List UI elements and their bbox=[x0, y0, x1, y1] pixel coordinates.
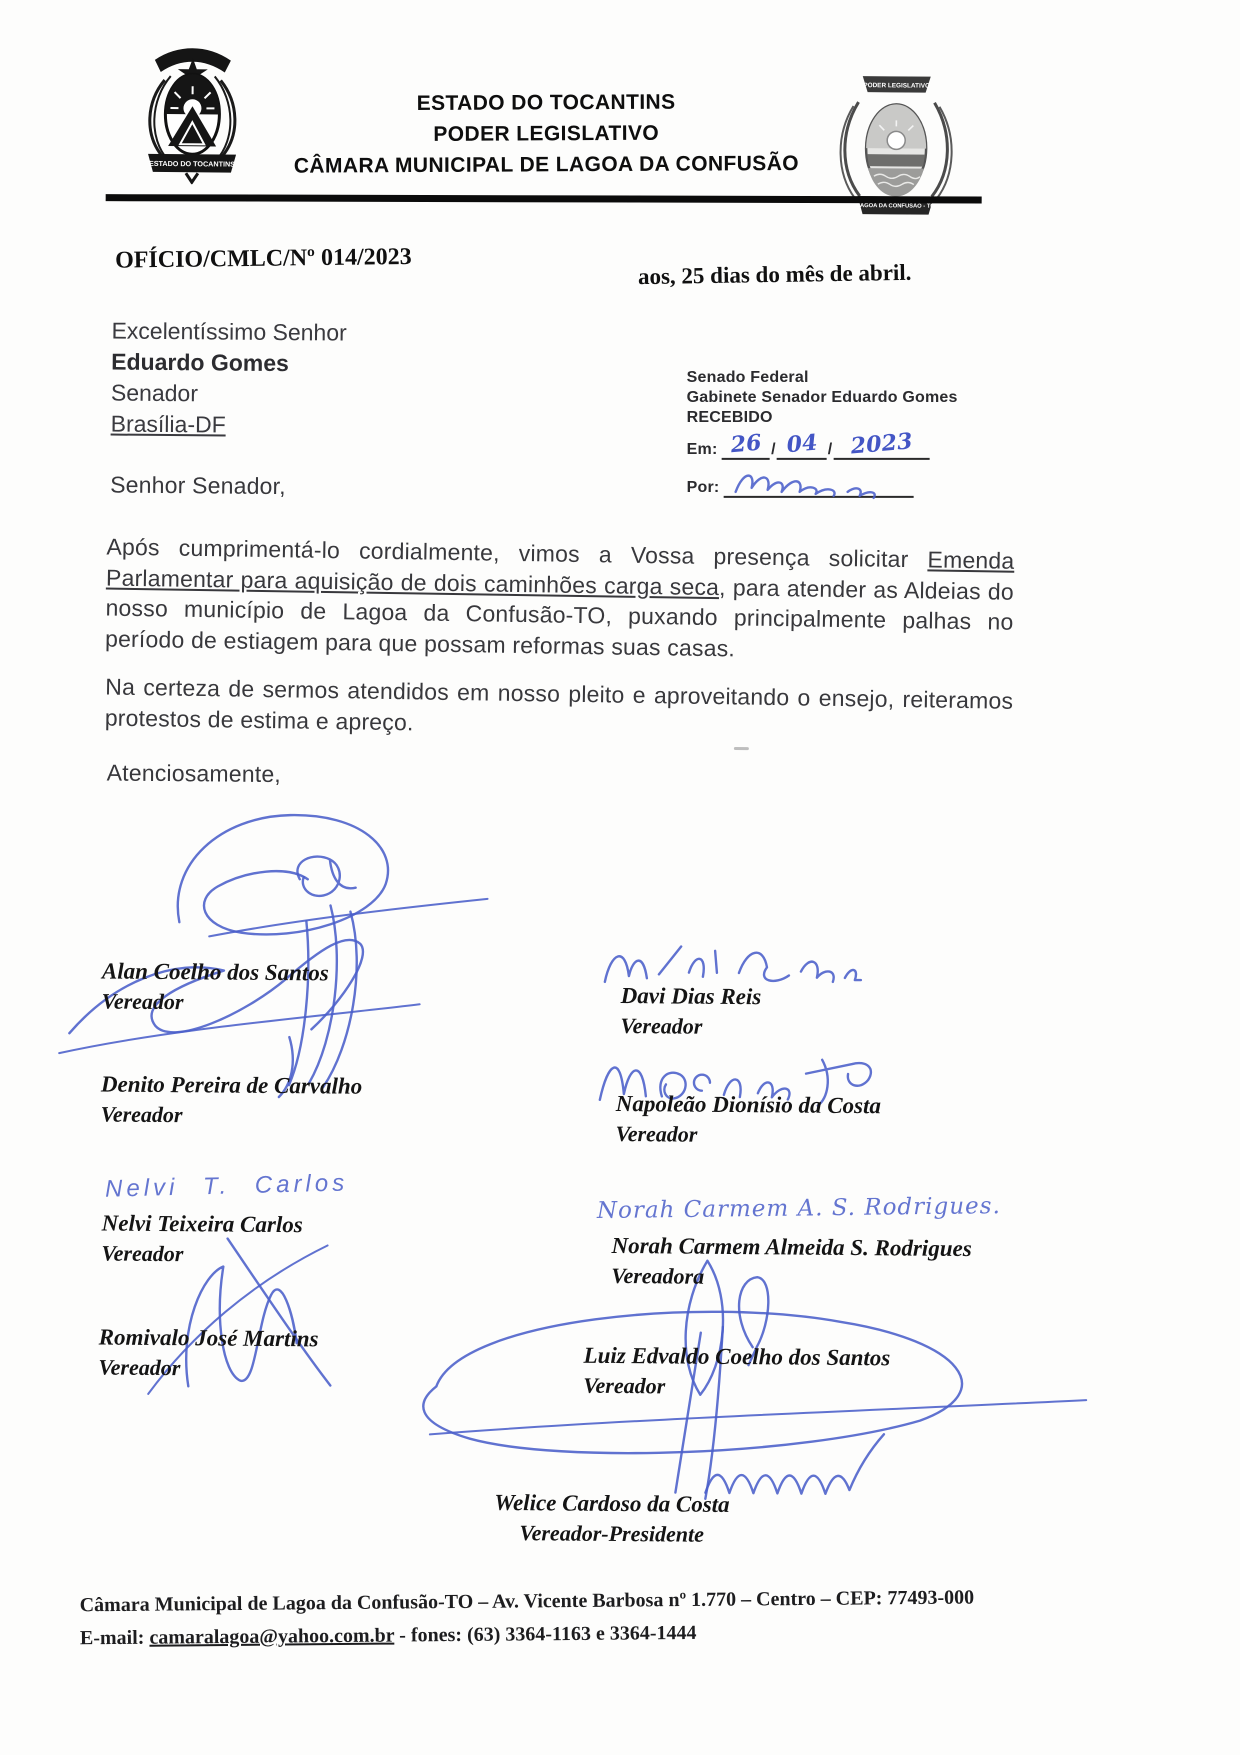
footer-email: camaralagoa@yahoo.com.br bbox=[149, 1624, 395, 1649]
handwritten-year: 2023 bbox=[849, 428, 914, 460]
stamp-by-field bbox=[724, 472, 914, 498]
stamp-by-row bbox=[687, 472, 987, 498]
stamp-slash: / bbox=[771, 440, 776, 458]
signer-block-napoleao bbox=[615, 1089, 881, 1151]
signer-role: Vereador bbox=[101, 1240, 184, 1267]
handwritten-day: 26 bbox=[729, 429, 763, 459]
stamp-date-year-field bbox=[833, 428, 929, 460]
stamp-office: Gabinete Senador Eduardo Gomes bbox=[686, 388, 958, 406]
stamp-org: Senado Federal bbox=[686, 368, 809, 386]
signer-block-nelvi bbox=[101, 1208, 303, 1270]
addressee-name: Eduardo Gomes bbox=[111, 348, 290, 377]
signer-role: Vereador-Presidente bbox=[519, 1520, 705, 1547]
header-divider-rule bbox=[106, 194, 982, 203]
svg-text:PODER LEGISLATIVO: PODER LEGISLATIVO bbox=[863, 82, 931, 90]
stamp-date-row bbox=[686, 428, 987, 460]
signer-name: Alan Coelho dos Santos bbox=[101, 958, 329, 986]
received-by-signature-scrawl bbox=[728, 462, 908, 502]
signer-block-davi bbox=[620, 981, 761, 1042]
svg-text:LAGOA DA CONFUSÃO - TO: LAGOA DA CONFUSÃO - TO bbox=[856, 203, 935, 210]
signer-block-alan bbox=[102, 956, 329, 1018]
signer-name: Denito Pereira de Carvalho bbox=[100, 1071, 363, 1099]
stamp-by-label: Por: bbox=[686, 478, 720, 496]
closing-word: Atenciosamente, bbox=[106, 759, 282, 788]
signer-name: Nelvi Teixeira Carlos bbox=[101, 1210, 303, 1238]
tocantins-state-crest-icon bbox=[132, 42, 253, 185]
signer-name: Welice Cardoso da Costa bbox=[494, 1489, 730, 1517]
autograph-norah: Norah Carmem A. S. Rodrigues. bbox=[596, 1193, 1001, 1225]
stamp-date-day-field bbox=[722, 429, 770, 460]
signer-role: Vereador bbox=[98, 1354, 181, 1381]
received-stamp bbox=[687, 368, 987, 498]
addressee-honorific: Excelentíssimo Senhor bbox=[111, 317, 347, 346]
scan-smudge bbox=[734, 747, 749, 750]
footer-email-label: E-mail: bbox=[79, 1626, 145, 1650]
footer-block bbox=[80, 1580, 1161, 1655]
signer-role: Vereador bbox=[620, 1013, 703, 1039]
paragraph-1-underlined-request: Emenda Parlamentar para aquisição de dois caminhões carga seca bbox=[105, 546, 1015, 600]
signer-block-denito bbox=[101, 1069, 363, 1131]
signer-name: Napoleão Dionísio da Costa bbox=[615, 1090, 882, 1119]
signer-name: Davi Dias Reis bbox=[620, 983, 762, 1010]
signer-block-norah bbox=[611, 1231, 972, 1294]
signer-name: Luiz Edvaldo Coelho dos Santos bbox=[583, 1342, 891, 1371]
stamp-slash: / bbox=[827, 440, 833, 458]
signer-block-romivalo bbox=[98, 1322, 318, 1384]
paragraph-1-end: , para atender as Aldeias do nosso município de Lagoa da Confusão-TO, puxando principalmente palhas no período de estiagem para que possam reformas suas casas. bbox=[104, 573, 1015, 661]
body-paragraph-1 bbox=[105, 532, 1015, 668]
header-org-title bbox=[246, 86, 846, 182]
stamp-received-word: RECEBIDO bbox=[686, 408, 773, 426]
document-reference-number: OFÍCIO/CMLC/Nº 014/2023 bbox=[114, 243, 412, 274]
body-paragraph-2: Na certeza de sermos atendidos em nosso pleito e aproveitando o ensejo, reiteramos protestos de estima e apreço. bbox=[104, 673, 1014, 735]
signer-role: Vereadora bbox=[611, 1262, 705, 1289]
signer-role: Vereador bbox=[101, 988, 184, 1015]
handwritten-month: 04 bbox=[785, 429, 819, 459]
header-line-power: PODER LEGISLATIVO bbox=[433, 121, 660, 146]
signer-name: Romivalo José Martins bbox=[98, 1324, 319, 1352]
salutation: Senhor Senador, bbox=[110, 471, 286, 500]
footer-phones: - fones: (63) 3364-1163 e 3364-1444 bbox=[399, 1621, 697, 1647]
addressee-block bbox=[111, 316, 347, 442]
paragraph-1-start: Após cumprimentá-lo cordialmente, vimos a Vossa presença solicitar bbox=[106, 533, 928, 573]
autograph-nelvi: Nelvi T. Carlos bbox=[104, 1169, 349, 1203]
stamp-date-month-field bbox=[777, 429, 827, 460]
header-line-state: ESTADO DO TOCANTINS bbox=[416, 90, 676, 116]
signer-block-welice bbox=[494, 1488, 730, 1550]
signer-role: Vereador bbox=[615, 1120, 698, 1147]
header-line-chamber: CÂMARA MUNICIPAL DE LAGOA DA CONFUSÃO bbox=[293, 152, 800, 178]
stamp-date-label: Em: bbox=[686, 440, 718, 458]
addressee-city: Brasília-DF bbox=[110, 410, 226, 438]
footer-address-line: Câmara Municipal de Lagoa da Confusão-TO – Av. Vicente Barbosa nº 1.770 – Centro – CEP: 77493-000 bbox=[79, 1586, 975, 1617]
document-date-line: aos, 25 dias do mês de abril. bbox=[637, 259, 912, 290]
addressee-title: Senador bbox=[110, 379, 199, 407]
signer-role: Vereador bbox=[583, 1372, 666, 1399]
signer-role: Vereador bbox=[100, 1101, 183, 1128]
signer-block-luiz bbox=[583, 1341, 890, 1404]
svg-text:ESTADO DO TOCANTINS: ESTADO DO TOCANTINS bbox=[148, 158, 236, 169]
signer-name: Norah Carmem Almeida S. Rodrigues bbox=[611, 1232, 972, 1262]
